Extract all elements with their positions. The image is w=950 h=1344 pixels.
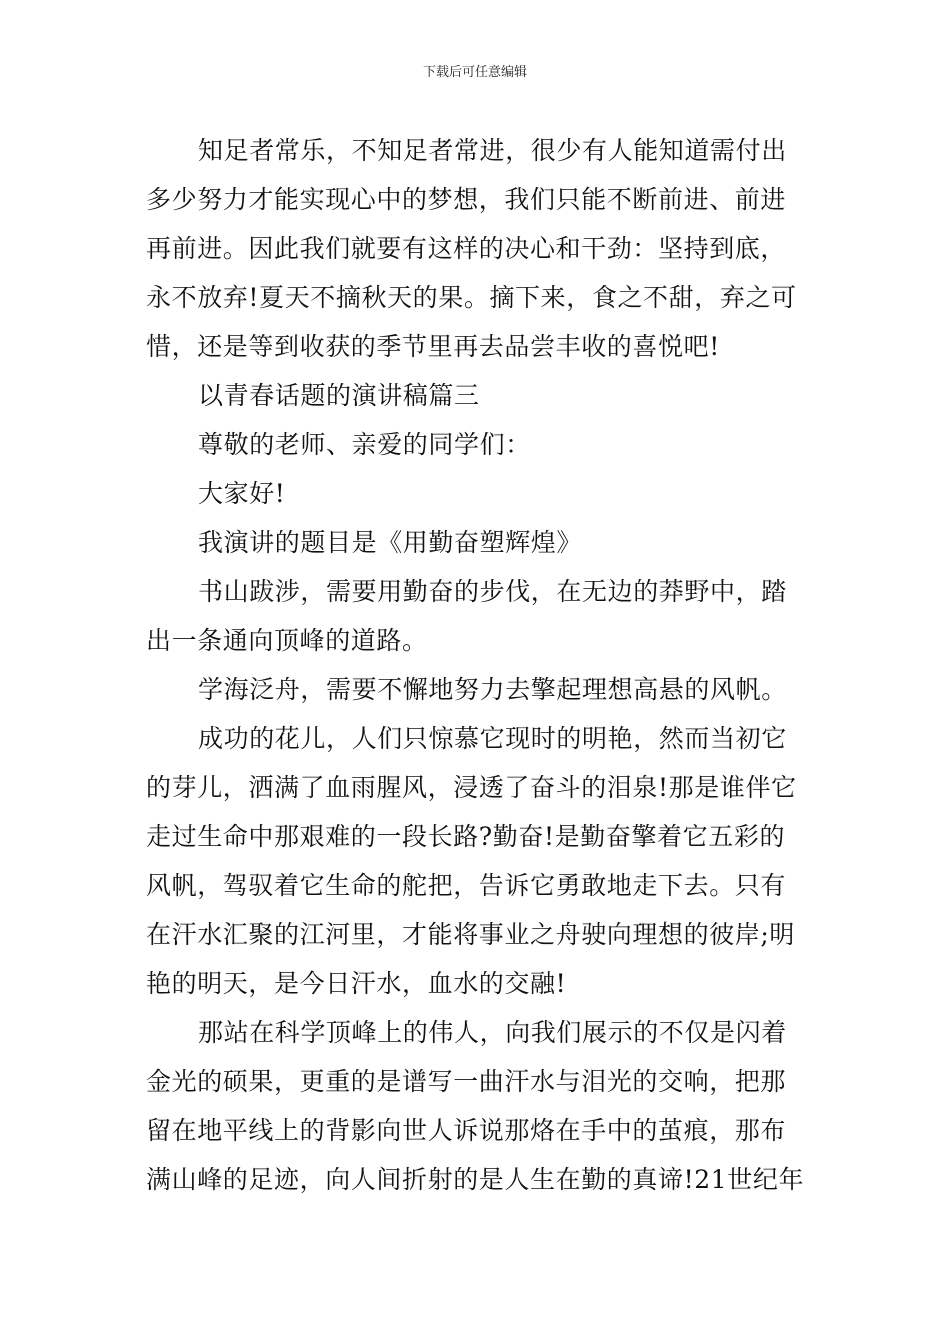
text-line: 以青春话题的演讲稿篇三 xyxy=(198,381,480,410)
greeting xyxy=(146,469,806,518)
text-line: 留在地平线上的背影向世人诉说那烙在手中的茧痕，那布 xyxy=(146,1116,787,1145)
page-header: 下载后可任意编辑 xyxy=(422,65,527,80)
text-line: 书山跋涉，需要用勤奋的步伐，在无边的莽野中，踏 xyxy=(198,577,787,606)
paragraph-1 xyxy=(146,126,806,371)
text-line: 多少努力才能实现心中的梦想，我们只能不断前进、前进 xyxy=(146,185,787,214)
document-body xyxy=(146,126,806,1204)
text-line: 学海泛舟，需要不懈地努力去擎起理想高悬的风帆。 xyxy=(198,675,787,704)
text-line: 大家好! xyxy=(198,479,286,508)
paragraph-6 xyxy=(146,567,806,665)
paragraph-7 xyxy=(146,665,806,714)
text-line: 惜，还是等到收获的季节里再去品尝丰收的喜悦吧! xyxy=(146,332,720,361)
text-line: 那站在科学顶峰上的伟人，向我们展示的不仅是闪着 xyxy=(198,1018,787,1047)
text-line: 艳的明天，是今日汗水，血水的交融! xyxy=(146,969,567,998)
speech-title-line xyxy=(146,518,806,567)
text-line: 尊敬的老师、亲爱的同学们： xyxy=(198,430,531,459)
text-line: 走过生命中那艰难的一段长路?勤奋!是勤奋擎着它五彩的 xyxy=(146,822,786,851)
text-line: 我演讲的题目是《用勤奋塑辉煌》 xyxy=(198,528,583,557)
text-line: 风帆，驾驭着它生命的舵把，告诉它勇敢地走下去。只有 xyxy=(146,871,787,900)
text-line: 再前进。因此我们就要有这样的决心和干劲：坚持到底， xyxy=(146,234,787,263)
text-line: 满山峰的足迹，向人间折射的是人生在勤的真谛!21世纪年 xyxy=(146,1165,805,1194)
text-line: 成功的花儿，人们只惊慕它现时的明艳，然而当初它 xyxy=(198,724,787,753)
paragraph-8 xyxy=(146,714,806,1008)
paragraph-9 xyxy=(146,1008,806,1204)
text-line: 金光的硕果，更重的是谱写一曲汗水与泪光的交响，把那 xyxy=(146,1067,787,1096)
text-line: 的芽儿，洒满了血雨腥风，浸透了奋斗的泪泉!那是谁伴它 xyxy=(146,773,797,802)
section-title xyxy=(146,371,806,420)
text-line: 永不放弃!夏天不摘秋天的果。摘下来，食之不甜，弃之可 xyxy=(146,283,797,312)
text-line: 知足者常乐，不知足者常进，很少有人能知道需付出 xyxy=(198,136,787,165)
salutation xyxy=(146,420,806,469)
text-line: 在汗水汇聚的江河里，才能将事业之舟驶向理想的彼岸;明 xyxy=(146,920,796,949)
text-line: 出一条通向顶峰的道路。 xyxy=(146,626,428,655)
